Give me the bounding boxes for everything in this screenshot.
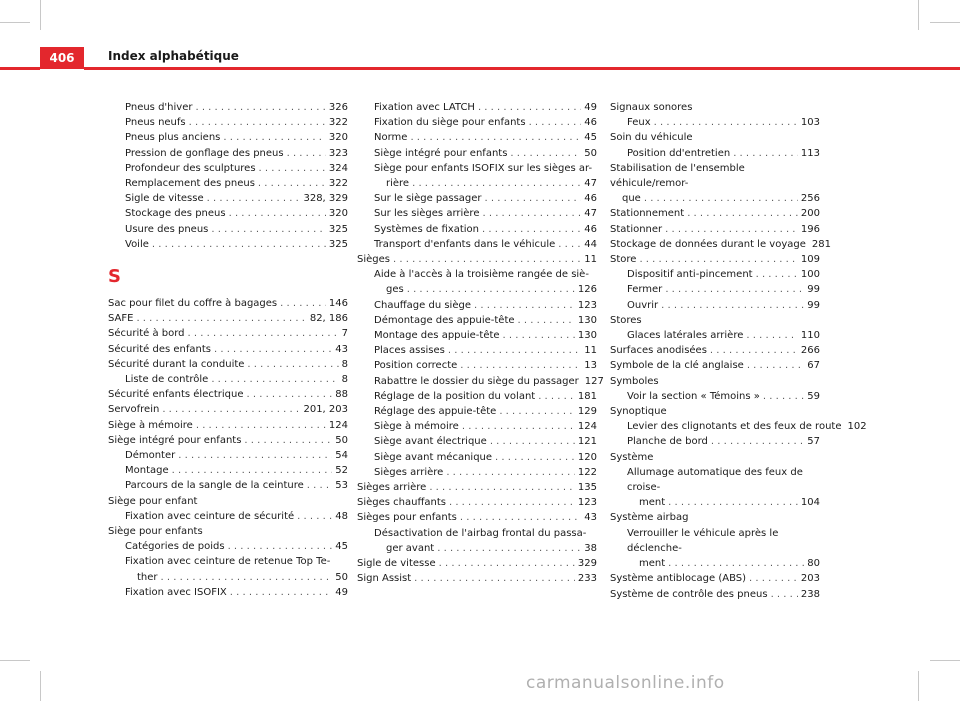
- index-entry: Sièges arrière . . . 135: [357, 480, 597, 495]
- crop-mark: [0, 22, 30, 23]
- crop-mark: [930, 660, 960, 661]
- index-subentry-line: Désactivation de l'airbag frontal du passa-: [374, 527, 587, 539]
- header-rule: [84, 67, 960, 70]
- index-entry: Sièges . . . 11: [357, 252, 597, 267]
- index-subentry: Pneus d'hiver . . . 326: [108, 100, 348, 115]
- index-subentry: Glaces latérales arrière . . . 110: [610, 328, 820, 343]
- index-subentry: Fermer . . . 99: [610, 282, 820, 297]
- index-subentry: Montage des appuie-tête . . . 130: [357, 328, 597, 343]
- index-entry: Sac pour filet du coffre à bagages . . . 146: [108, 296, 348, 311]
- index-entry: Système de contrôle des pneus . . . 238: [610, 587, 820, 602]
- index-subentry: Siège intégré pour enfants . . . 50: [357, 146, 597, 161]
- index-subentry: Siège à mémoire . . . 124: [357, 419, 597, 434]
- index-subentry: Parcours de la sangle de la ceinture . . . 53: [108, 478, 348, 493]
- index-heading: Siège pour enfants: [108, 526, 203, 538]
- index-entry: Sécurité durant la conduite . . . 8: [108, 357, 348, 372]
- index-subentry: Systèmes de fixation . . . 46: [357, 222, 597, 237]
- index-subentry: Planche de bord . . . 57: [610, 434, 820, 449]
- index-subentry: Voir la section « Témoins » . . . 59: [610, 389, 820, 404]
- index-entry: Sécurité enfants électrique . . . 88: [108, 387, 348, 402]
- watermark: carmanualsonline.info: [526, 673, 725, 693]
- index-heading: Stabilisation de l'ensemble véhicule/remor-: [610, 162, 745, 190]
- index-subentry: Stockage des pneus . . . 320: [108, 206, 348, 221]
- index-subentry: Position dd'entretien . . . 113: [610, 146, 820, 161]
- index-heading: Symboles: [610, 375, 659, 387]
- index-subentry: Fixation avec LATCH . . . 49: [357, 100, 597, 115]
- index-subentry: Démonter . . . 54: [108, 448, 348, 463]
- page-number: 406: [40, 47, 84, 69]
- crop-mark: [930, 22, 960, 23]
- index-subentry: Catégories de poids . . . 45: [108, 539, 348, 554]
- index-subentry: Feux . . . 103: [610, 115, 820, 130]
- index-subentry: Rabattre le dossier du siège du passager 127: [374, 375, 604, 387]
- index-subentry: Sur le siège passager . . . 46: [357, 191, 597, 206]
- crop-mark: [918, 0, 919, 30]
- index-entry: Sièges pour enfants . . . 43: [357, 510, 597, 525]
- index-column-2: [357, 100, 604, 587]
- crop-mark: [40, 671, 41, 701]
- index-subentry-line: Allumage automatique des feux de croise-: [627, 466, 803, 494]
- section-letter: S: [108, 266, 121, 288]
- index-subentry: Pression de gonflage des pneus . . . 323: [108, 146, 348, 161]
- index-subentry: Voile . . . 325: [108, 237, 348, 252]
- crop-mark: [0, 660, 30, 661]
- index-subentry-cont: ther . . . 50: [108, 570, 348, 585]
- index-subentry-cont: ges . . . 126: [357, 282, 597, 297]
- index-subentry: Sièges arrière . . . 122: [357, 465, 597, 480]
- index-subentry: Position correcte . . . 13: [357, 358, 597, 373]
- index-subentry-line: Fixation avec ceinture de retenue Top Te-: [125, 556, 331, 568]
- index-subentry-line: Siège pour enfants ISOFIX sur les sièges ar-: [374, 162, 593, 174]
- index-subentry-line: Aide à l'accès à la troisième rangée de siè-: [374, 269, 589, 281]
- index-subentry: Démontage des appuie-tête . . . 130: [357, 313, 597, 328]
- index-heading: Stores: [610, 314, 642, 326]
- index-subentry: Siège avant électrique . . . 121: [357, 434, 597, 449]
- index-heading: Système airbag: [610, 512, 689, 524]
- crop-mark: [40, 0, 41, 30]
- index-entry: Sign Assist . . . 233: [357, 571, 597, 586]
- index-subentry: Norme . . . 45: [357, 130, 597, 145]
- index-subentry: Sur les sièges arrière . . . 47: [357, 206, 597, 221]
- index-entry-cont: que . . . 256: [610, 191, 820, 206]
- index-subentry-cont: ment . . . 104: [610, 495, 820, 510]
- index-subentry-line: Verrouiller le véhicule après le déclenche-: [627, 527, 779, 554]
- index-entry: Stationner . . . 196: [610, 222, 820, 237]
- index-column-1: [108, 100, 348, 600]
- crop-mark: [918, 671, 919, 701]
- header-rule-left: [0, 67, 40, 70]
- index-subentry: Pneus neufs . . . 322: [108, 115, 348, 130]
- index-entry: Servofrein . . . 201, 203: [108, 402, 348, 417]
- index-subentry: Dispositif anti-pincement . . . 100: [610, 267, 820, 282]
- index-subentry: Fixation du siège pour enfants . . . 46: [357, 115, 597, 130]
- index-subentry: Montage . . . 52: [108, 463, 348, 478]
- index-entry: Siège intégré pour enfants . . . 50: [108, 433, 348, 448]
- index-subentry: Usure des pneus . . . 325: [108, 222, 348, 237]
- index-subentry-cont: rière . . . 47: [357, 176, 597, 191]
- index-heading: Soin du véhicule: [610, 132, 693, 144]
- index-subentry: Fixation avec ceinture de sécurité . . . 48: [108, 509, 348, 524]
- index-subentry: Ouvrir . . . 99: [610, 298, 820, 313]
- index-heading: Synoptique: [610, 406, 667, 418]
- index-entry: SAFE . . . 82, 186: [108, 311, 348, 326]
- index-heading: Signaux sonores: [610, 102, 693, 113]
- index-entry: Sécurité à bord . . . 7: [108, 326, 348, 341]
- index-subentry: Remplacement des pneus . . . 322: [108, 176, 348, 191]
- index-subentry-cont: ment . . . 80: [610, 556, 820, 571]
- index-entry: Sièges chauffants . . . 123: [357, 495, 597, 510]
- index-subentry: Liste de contrôle . . . 8: [108, 372, 348, 387]
- index-subentry: Chauffage du siège . . . 123: [357, 298, 597, 313]
- index-subentry-cont: ger avant . . . 38: [357, 541, 597, 556]
- index-column-3: [610, 100, 867, 602]
- index-heading: Siège pour enfant: [108, 495, 198, 507]
- index-subentry: Sigle de vitesse . . . 328, 329: [108, 191, 348, 206]
- page-title: Index alphabétique: [108, 49, 239, 63]
- index-subentry: Profondeur des sculptures . . . 324: [108, 161, 348, 176]
- index-subentry: Levier des clignotants et des feux de route 102: [627, 421, 867, 433]
- index-entry: Sigle de vitesse . . . 329: [357, 556, 597, 571]
- index-entry: Siège à mémoire . . . 124: [108, 418, 348, 433]
- index-entry: Système antiblocage (ABS) . . . 203: [610, 571, 820, 586]
- index-heading: Système: [610, 451, 654, 463]
- index-subentry: Fixation avec ISOFIX . . . 49: [108, 585, 348, 600]
- index-entry: Surfaces anodisées . . . 266: [610, 343, 820, 358]
- index-subentry: Transport d'enfants dans le véhicule . . . 44: [357, 237, 597, 252]
- index-entry: Sécurité des enfants . . . 43: [108, 342, 348, 357]
- index-entry: Stockage de données durant le voyage 281: [610, 238, 831, 250]
- index-entry: Symbole de la clé anglaise . . . 67: [610, 358, 820, 373]
- index-subentry: Réglage de la position du volant . . . 181: [357, 389, 597, 404]
- index-subentry: Réglage des appuie-tête . . . 129: [357, 404, 597, 419]
- index-entry: Store . . . 109: [610, 252, 820, 267]
- index-subentry: Pneus plus anciens . . . 320: [108, 130, 348, 145]
- index-entry: Stationnement . . . 200: [610, 206, 820, 221]
- index-subentry: Places assises . . . 11: [357, 343, 597, 358]
- index-subentry: Siège avant mécanique . . . 120: [357, 450, 597, 465]
